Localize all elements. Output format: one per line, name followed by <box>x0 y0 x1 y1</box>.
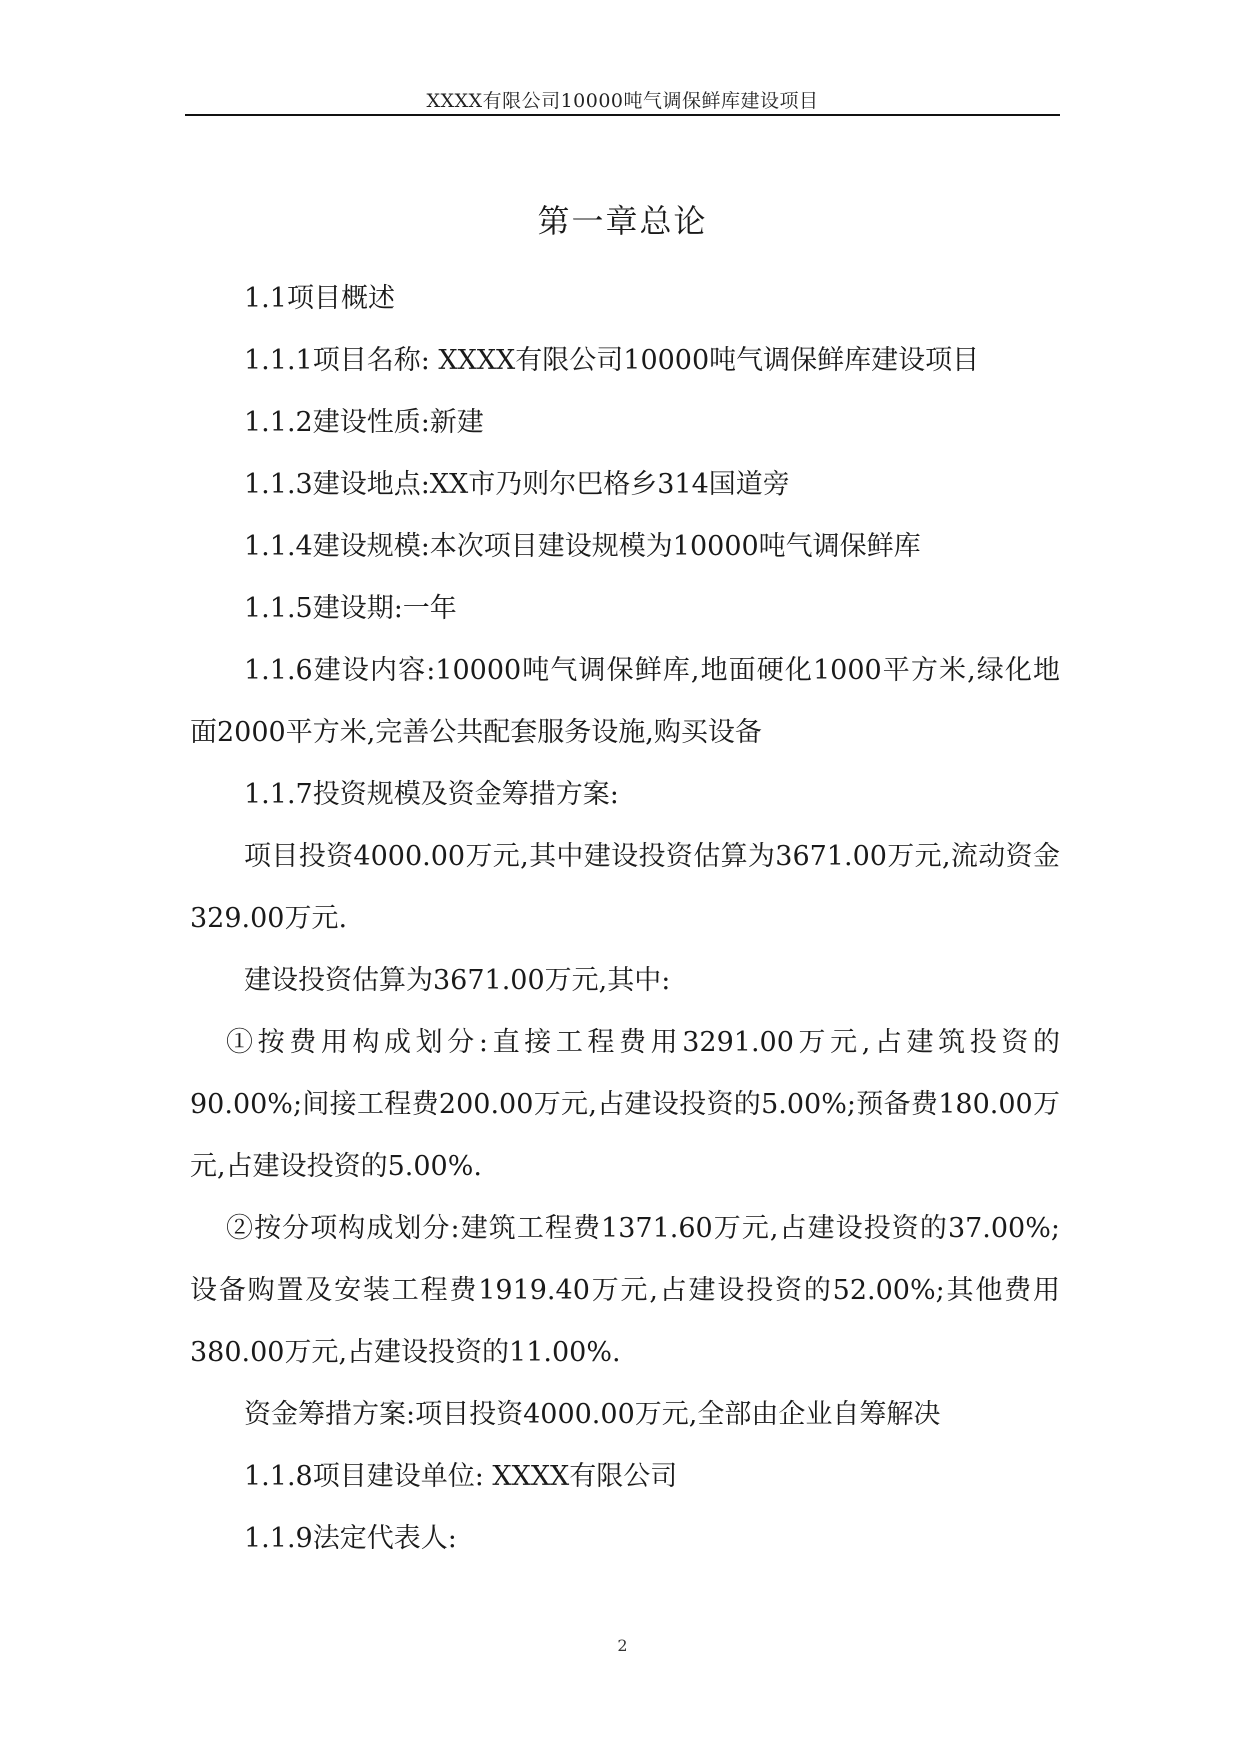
page-number: 2 <box>617 1636 628 1655</box>
item-construction-location: 1.1.3建设地点:XX市乃则尔巴格乡314国道旁 <box>244 469 790 500</box>
running-header: XXXX有限公司10000吨气调保鲜库建设项目 <box>426 90 819 112</box>
item-construction-period: 1.1.5建设期:一年 <box>244 593 457 624</box>
item-investment-heading: 1.1.7投资规模及资金筹措方案: <box>244 779 619 810</box>
item-construction-unit: 1.1.8项目建设单位: XXXX有限公司 <box>244 1461 678 1492</box>
paragraph-investment-total: 项目投资4000.00万元,其中建设投资估算为3671.00万元,流动资金329.00万元. <box>190 841 1060 934</box>
paragraph-construction-estimate: 建设投资估算为3671.00万元,其中: <box>244 965 671 996</box>
section-heading: 1.1项目概述 <box>244 283 395 314</box>
item-construction-scale: 1.1.4建设规模:本次项目建设规模为10000吨气调保鲜库 <box>244 531 921 562</box>
document-body <box>190 268 1060 1570</box>
paragraph-cost-composition: ①按费用构成划分:直接工程费用3291.00万元,占建筑投资的90.00%;间接工程费200.00万元,占建设投资的5.00%;预备费180.00万元,占建设投资的5.00%. <box>190 1027 1060 1182</box>
item-legal-representative: 1.1.9法定代表人: <box>244 1523 457 1554</box>
paragraph-item-composition: ②按分项构成划分:建筑工程费1371.60万元,占建设投资的37.00%;设备购置及安装工程费1919.40万元,占建设投资的52.00%;其他费用380.00万元,占建设投资的11.00%. <box>190 1213 1060 1368</box>
header-divider <box>185 114 1060 116</box>
item-project-name: 1.1.1项目名称: XXXX有限公司10000吨气调保鲜库建设项目 <box>244 345 980 376</box>
chapter-title: 第一章总论 <box>537 202 708 240</box>
paragraph-funding-plan: 资金筹措方案:项目投资4000.00万元,全部由企业自筹解决 <box>244 1399 941 1430</box>
item-construction-nature: 1.1.2建设性质:新建 <box>244 407 484 438</box>
item-construction-content: 1.1.6建设内容:10000吨气调保鲜库,地面硬化1000平方米,绿化地面2000平方米,完善公共配套服务设施,购买设备 <box>190 655 1060 748</box>
